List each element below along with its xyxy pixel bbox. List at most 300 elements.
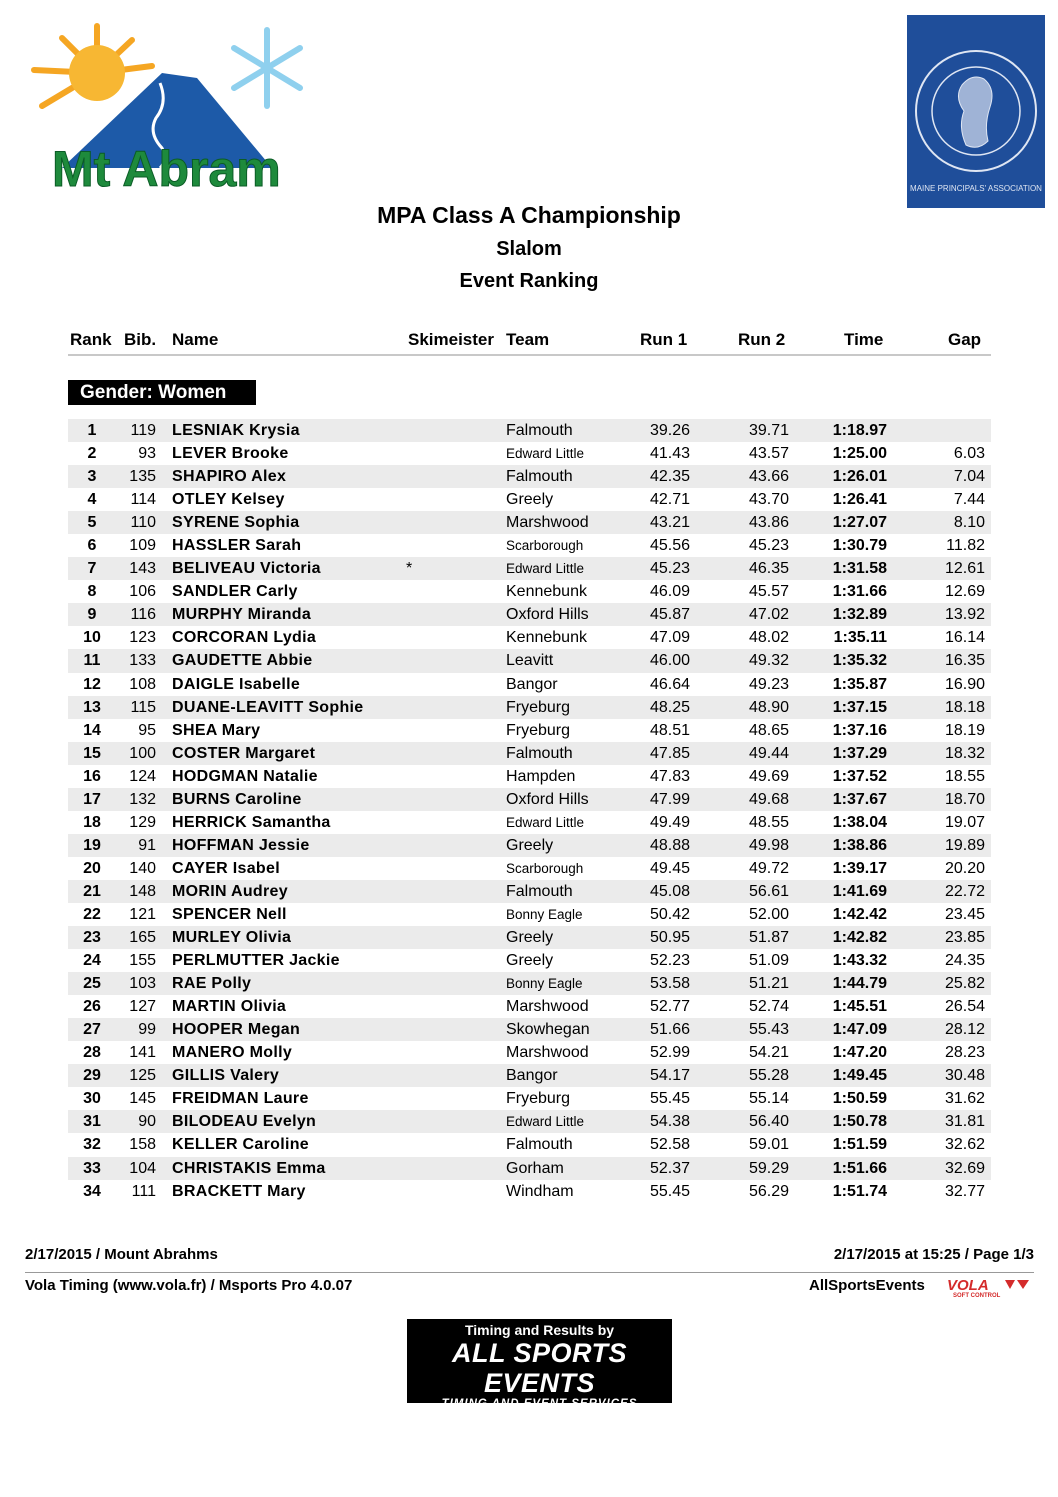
table-row (68, 995, 991, 1018)
rank-cell: 15 (83, 744, 101, 762)
run2-cell: 56.61 (748, 882, 789, 900)
name-cell: DUANE-LEAVITT Sophie (172, 698, 364, 716)
gap-cell: 25.82 (944, 975, 985, 993)
team-cell: Edward Little (506, 814, 585, 830)
gap-cell: 19.07 (944, 813, 985, 831)
table-row (68, 811, 991, 834)
time-cell: 1:26.41 (832, 491, 887, 509)
run1-cell: 52.37 (649, 1159, 690, 1177)
name-cell: COSTER Margaret (172, 744, 316, 762)
rank-cell: 8 (87, 583, 97, 601)
gap-cell: 8.10 (953, 514, 985, 532)
run2-cell: 52.00 (748, 905, 789, 923)
run2-cell: 48.55 (748, 813, 789, 831)
gap-cell: 18.70 (944, 790, 985, 808)
name-cell: SYRENE Sophia (172, 514, 300, 532)
gap-cell: 13.92 (944, 606, 985, 624)
bib-cell: 106 (129, 583, 156, 601)
team-cell: Skowhegan (506, 1021, 590, 1039)
table-row (68, 1180, 991, 1203)
rank-cell: 16 (83, 767, 101, 785)
gap-cell: 18.19 (944, 721, 985, 739)
col-skimeister: Skimeister (408, 330, 494, 349)
name-cell: SANDLER Carly (172, 583, 298, 601)
bib-cell: 155 (129, 952, 156, 970)
team-cell: Oxford Hills (506, 790, 589, 808)
time-cell: 1:47.20 (832, 1044, 887, 1062)
name-cell: RAE Polly (172, 975, 252, 993)
run1-cell: 39.26 (649, 422, 690, 439)
team-cell: Fryeburg (506, 698, 571, 716)
gender-heading: Gender: Women (68, 380, 256, 405)
table-row (68, 949, 991, 972)
name-cell: BRACKETT Mary (172, 1182, 306, 1200)
table-row (68, 534, 991, 557)
run2-cell: 59.01 (748, 1136, 789, 1154)
time-cell: 1:50.59 (832, 1090, 887, 1108)
run1-cell: 52.58 (649, 1136, 690, 1154)
mt-abram-logo (22, 18, 322, 198)
team-cell: Bangor (506, 675, 558, 693)
run1-cell: 43.21 (649, 514, 690, 532)
gap-cell: 31.81 (944, 1113, 985, 1131)
bib-cell: 127 (129, 998, 156, 1016)
time-cell: 1:38.04 (832, 813, 887, 831)
bib-cell: 148 (129, 882, 156, 900)
bib-cell: 111 (131, 1182, 156, 1200)
bib-cell: 100 (129, 744, 156, 762)
run1-cell: 42.71 (649, 491, 690, 509)
time-cell: 1:35.32 (832, 652, 887, 670)
time-cell: 1:44.79 (832, 975, 887, 993)
time-cell: 1:38.86 (832, 836, 887, 854)
time-cell: 1:25.00 (832, 445, 887, 463)
bib-cell: 123 (129, 629, 156, 647)
bib-cell: 145 (129, 1090, 156, 1108)
time-cell: 1:37.52 (832, 767, 887, 785)
bib-cell: 125 (129, 1067, 156, 1085)
time-cell: 1:39.17 (832, 859, 887, 877)
bib-cell: 158 (129, 1136, 156, 1154)
bib-cell: 143 (129, 560, 156, 578)
gap-cell: 12.61 (944, 560, 985, 578)
rank-cell: 34 (83, 1182, 101, 1200)
bib-cell: 129 (129, 813, 156, 831)
gap-cell: 22.72 (944, 882, 985, 900)
rank-cell: 25 (83, 975, 101, 993)
time-cell: 1:41.69 (832, 882, 887, 900)
run1-cell: 52.99 (649, 1044, 690, 1062)
run1-cell: 50.42 (649, 905, 690, 923)
skimeister-cell: * (406, 560, 413, 578)
team-cell: Marshwood (506, 998, 589, 1016)
team-cell: Falmouth (506, 468, 573, 486)
run2-cell: 49.69 (748, 767, 789, 785)
run2-cell: 43.57 (748, 445, 789, 463)
rank-cell: 10 (83, 629, 101, 647)
banner-url: www.allsportsevents.com (459, 1411, 620, 1426)
page-title: MPA Class A Championship (377, 202, 681, 228)
mt-abram-logo-text: Mt Abram (52, 141, 281, 197)
run1-cell: 47.85 (649, 744, 690, 762)
run1-cell: 52.23 (649, 952, 690, 970)
bib-cell: 132 (129, 790, 156, 808)
run1-cell: 49.49 (649, 813, 690, 831)
gap-cell: 32.77 (944, 1182, 985, 1200)
run2-cell: 43.70 (748, 491, 789, 509)
run1-cell: 47.83 (649, 767, 690, 785)
time-cell: 1:32.89 (832, 606, 887, 624)
run2-cell: 52.74 (748, 998, 789, 1016)
rank-cell: 11 (83, 652, 101, 670)
rank-cell: 17 (83, 790, 101, 808)
time-cell: 1:51.66 (832, 1159, 887, 1177)
rank-cell: 32 (83, 1136, 101, 1154)
name-cell: CORCORAN Lydia (172, 629, 317, 647)
run1-cell: 48.88 (649, 836, 690, 854)
team-cell: Greely (506, 929, 554, 947)
event-discipline: Slalom (496, 238, 562, 260)
name-cell: HASSLER Sarah (172, 537, 302, 555)
table-row (68, 742, 991, 765)
run1-cell: 45.08 (649, 882, 690, 900)
rank-cell: 14 (83, 721, 101, 739)
run2-cell: 48.02 (748, 629, 789, 647)
bib-cell: 135 (129, 468, 156, 486)
gap-cell: 23.85 (944, 929, 985, 947)
name-cell: MURPHY Miranda (172, 606, 312, 624)
name-cell: CHRISTAKIS Emma (172, 1159, 326, 1177)
gap-cell: 28.12 (944, 1021, 985, 1039)
table-row (68, 972, 991, 995)
gap-cell: 7.04 (953, 468, 985, 486)
run2-cell: 55.14 (748, 1090, 789, 1108)
col-time: Time (844, 330, 884, 349)
gap-cell: 26.54 (944, 998, 985, 1016)
team-cell: Falmouth (506, 1136, 573, 1154)
name-cell: GAUDETTE Abbie (172, 652, 313, 670)
bib-cell: 108 (129, 675, 156, 693)
rank-cell: 30 (83, 1090, 101, 1108)
banner-line3: TIMING AND EVENT SERVICES (441, 1398, 638, 1410)
time-cell: 1:50.78 (832, 1113, 887, 1131)
name-cell: HOOPER Megan (172, 1021, 301, 1039)
rank-cell: 1 (87, 422, 97, 439)
rank-cell: 3 (87, 468, 97, 486)
run2-cell: 49.32 (748, 652, 789, 670)
gap-cell: 18.18 (944, 698, 985, 716)
time-cell: 1:30.79 (832, 537, 887, 555)
name-cell: SHAPIRO Alex (172, 468, 287, 486)
table-row (68, 673, 991, 696)
run2-cell: 51.87 (748, 929, 789, 947)
bib-cell: 95 (138, 721, 156, 739)
run1-cell: 50.95 (649, 929, 690, 947)
bib-cell: 121 (129, 905, 156, 923)
bib-cell: 133 (129, 652, 156, 670)
gap-cell: 16.90 (944, 675, 985, 693)
team-cell: Falmouth (506, 882, 573, 900)
team-cell: Fryeburg (506, 721, 571, 739)
run2-cell: 43.66 (748, 468, 789, 486)
name-cell: OTLEY Kelsey (172, 491, 285, 509)
table-row (68, 511, 991, 534)
col-bib: Bib. (124, 330, 157, 349)
run2-cell: 45.23 (748, 537, 789, 555)
run2-cell: 48.90 (748, 698, 789, 716)
time-cell: 1:37.15 (832, 698, 887, 716)
gap-cell: 32.69 (944, 1159, 985, 1177)
bib-cell: 124 (129, 767, 156, 785)
report-type: Event Ranking (459, 270, 599, 292)
rank-cell: 5 (87, 514, 97, 532)
table-row (68, 1018, 991, 1041)
rank-cell: 26 (83, 998, 101, 1016)
table-row (68, 1133, 991, 1156)
run1-cell: 45.56 (649, 537, 690, 555)
gap-cell: 12.69 (944, 583, 985, 601)
time-cell: 1:51.74 (832, 1182, 887, 1200)
col-team: Team (506, 330, 550, 349)
bib-cell: 141 (129, 1044, 156, 1062)
team-cell: Greely (506, 491, 554, 509)
time-cell: 1:26.01 (832, 468, 887, 486)
run1-cell: 46.00 (649, 652, 690, 670)
table-row (68, 1110, 991, 1133)
team-cell: Falmouth (506, 744, 573, 762)
name-cell: CAYER Isabel (172, 859, 280, 877)
rank-cell: 24 (83, 952, 101, 970)
run2-cell: 48.65 (748, 721, 789, 739)
run1-cell: 55.45 (649, 1182, 690, 1200)
name-cell: MARTIN Olivia (172, 998, 287, 1016)
rank-cell: 6 (87, 537, 97, 555)
name-cell: HOFFMAN Jessie (172, 836, 310, 854)
col-run2: Run 2 (738, 330, 786, 349)
time-cell: 1:42.42 (832, 905, 887, 923)
gap-cell: 28.23 (944, 1044, 985, 1062)
name-cell: SHEA Mary (172, 721, 261, 739)
gap-cell: 19.89 (944, 836, 985, 854)
bib-cell: 93 (138, 445, 156, 463)
rank-cell: 18 (83, 813, 101, 831)
footer-date-location: 2/17/2015 / Mount Abrahms (25, 1246, 218, 1263)
team-cell: Kennebunk (506, 583, 587, 601)
rank-cell: 13 (83, 698, 101, 716)
footer-software: Vola Timing (www.vola.fr) / Msports Pro 4.0.07 (25, 1277, 353, 1294)
rank-cell: 2 (87, 445, 97, 463)
name-cell: HODGMAN Natalie (172, 767, 318, 785)
table-row (68, 857, 991, 880)
name-cell: HERRICK Samantha (172, 813, 331, 831)
run1-cell: 45.23 (649, 560, 690, 578)
table-row (68, 903, 991, 926)
time-cell: 1:35.11 (833, 629, 887, 647)
bib-cell: 116 (130, 606, 156, 624)
gap-cell: 24.35 (944, 952, 985, 970)
rank-cell: 4 (87, 491, 97, 509)
run1-cell: 45.87 (649, 606, 690, 624)
name-cell: GILLIS Valery (172, 1067, 280, 1085)
run1-cell: 53.58 (649, 975, 690, 993)
time-cell: 1:49.45 (832, 1067, 887, 1085)
team-cell: Fryeburg (506, 1090, 571, 1108)
name-cell: PERLMUTTER Jackie (172, 952, 340, 970)
table-row (68, 626, 991, 649)
time-cell: 1:42.82 (832, 929, 887, 947)
gap-cell: 18.55 (944, 767, 985, 785)
rank-cell: 27 (83, 1021, 101, 1039)
rank-cell: 7 (87, 560, 97, 578)
run1-cell: 54.17 (649, 1067, 690, 1085)
vola-logo (943, 1276, 1035, 1298)
table-row (68, 880, 991, 903)
time-cell: 1:47.09 (832, 1021, 887, 1039)
bib-cell: 115 (130, 698, 156, 716)
team-cell: Leavitt (506, 652, 554, 670)
bib-cell: 114 (130, 491, 156, 509)
rank-cell: 29 (83, 1067, 101, 1085)
sun-icon (34, 26, 152, 106)
team-cell: Greely (506, 952, 554, 970)
table-row (68, 465, 991, 488)
time-cell: 1:37.16 (832, 721, 887, 739)
rank-cell: 12 (83, 675, 101, 693)
run2-cell: 49.44 (748, 744, 789, 762)
table-row (68, 419, 991, 442)
run2-cell: 43.86 (748, 514, 789, 532)
run2-cell: 47.02 (748, 606, 789, 624)
bib-cell: 104 (129, 1159, 156, 1177)
vola-logo-sub: SOFT CONTROL (953, 1293, 1001, 1298)
run2-cell: 55.43 (748, 1021, 789, 1039)
name-cell: DAIGLE Isabelle (172, 675, 301, 693)
gap-cell: 11.82 (946, 537, 985, 555)
run1-cell: 51.66 (649, 1021, 690, 1039)
gap-cell: 16.14 (944, 629, 985, 647)
table-row (68, 719, 991, 742)
run2-cell: 51.09 (748, 952, 789, 970)
gap-cell: 18.32 (944, 744, 985, 762)
name-cell: MORIN Audrey (172, 882, 288, 900)
name-cell: FREIDMAN Laure (172, 1090, 309, 1108)
footer-page-info: 2/17/2015 at 15:25 / Page 1/3 (833, 1246, 1034, 1263)
time-cell: 1:43.32 (832, 952, 887, 970)
name-cell: BELIVEAU Victoria (172, 560, 321, 578)
bib-cell: 109 (129, 537, 156, 555)
team-cell: Oxford Hills (506, 606, 589, 624)
bib-cell: 140 (129, 859, 156, 877)
gap-cell: 20.20 (944, 859, 985, 877)
rank-cell: 23 (83, 929, 101, 947)
bib-cell: 103 (129, 975, 156, 993)
rank-cell: 28 (83, 1044, 101, 1062)
team-cell: Bonny Eagle (506, 976, 583, 992)
run2-cell: 46.35 (748, 560, 789, 578)
gap-cell: 31.62 (944, 1090, 985, 1108)
run1-cell: 42.35 (649, 468, 690, 486)
run1-cell: 47.09 (649, 629, 690, 647)
run1-cell: 48.25 (649, 698, 690, 716)
run1-cell: 46.64 (649, 675, 690, 693)
team-cell: Hampden (506, 767, 576, 785)
table-row (68, 696, 991, 719)
time-cell: 1:35.87 (832, 675, 887, 693)
bib-cell: 99 (138, 1021, 156, 1039)
run2-cell: 56.40 (748, 1113, 789, 1131)
col-rank: Rank (70, 330, 112, 349)
team-cell: Edward Little (506, 446, 585, 462)
run1-cell: 47.99 (649, 790, 690, 808)
table-row (68, 442, 991, 465)
gap-cell: 16.35 (944, 652, 985, 670)
time-cell: 1:18.97 (832, 422, 887, 439)
team-cell: Scarborough (506, 860, 584, 876)
time-cell: 1:45.51 (832, 998, 887, 1016)
gap-cell: 7.44 (953, 491, 985, 509)
table-row (68, 788, 991, 811)
table-row (68, 649, 991, 672)
gap-cell: 6.03 (953, 445, 985, 463)
table-row (68, 488, 991, 511)
bib-cell: 91 (138, 836, 156, 854)
time-cell: 1:37.29 (832, 744, 887, 762)
run2-cell: 49.98 (748, 836, 789, 854)
banner-line2: ALL SPORTS EVENTS (451, 1338, 628, 1398)
col-gap: Gap (948, 330, 982, 349)
gap-cell: 32.62 (944, 1136, 985, 1154)
footer-divider (25, 1272, 1034, 1273)
run1-cell: 54.38 (649, 1113, 690, 1131)
snowflake-icon (234, 30, 300, 106)
run2-cell: 54.21 (748, 1044, 789, 1062)
table-row (68, 926, 991, 949)
run2-cell: 55.28 (748, 1067, 789, 1085)
time-cell: 1:31.66 (832, 583, 887, 601)
rank-cell: 21 (83, 882, 101, 900)
team-cell: Edward Little (506, 561, 585, 577)
bib-cell: 110 (130, 514, 156, 532)
run2-cell: 51.21 (748, 975, 789, 993)
table-row (68, 580, 991, 603)
table-row (68, 1087, 991, 1110)
table-header (68, 328, 991, 356)
name-cell: SPENCER Nell (172, 905, 287, 923)
name-cell: MANERO Molly (172, 1044, 293, 1062)
run2-cell: 49.72 (748, 859, 789, 877)
col-name: Name (172, 330, 219, 349)
footer-provider: AllSportsEvents (809, 1277, 925, 1294)
run1-cell: 41.43 (649, 445, 690, 463)
rank-cell: 31 (83, 1113, 101, 1131)
bib-cell: 165 (129, 929, 156, 947)
run1-cell: 52.77 (649, 998, 690, 1016)
time-cell: 1:27.07 (832, 514, 887, 532)
rank-cell: 19 (83, 836, 101, 854)
mpa-seal-text: MAINE PRINCIPALS' ASSOCIATION (910, 184, 1042, 193)
results-table (68, 419, 991, 1203)
time-cell: 1:31.58 (832, 560, 887, 578)
name-cell: BILODEAU Evelyn (172, 1113, 317, 1131)
col-run1: Run 1 (640, 330, 688, 349)
banner-line1: Timing and Results by (464, 1322, 615, 1338)
name-cell: BURNS Caroline (172, 790, 302, 808)
time-cell: 1:51.59 (832, 1136, 887, 1154)
name-cell: LESNIAK Krysia (172, 422, 300, 439)
rank-cell: 9 (87, 606, 97, 624)
table-row (68, 1157, 991, 1180)
run2-cell: 56.29 (748, 1182, 789, 1200)
